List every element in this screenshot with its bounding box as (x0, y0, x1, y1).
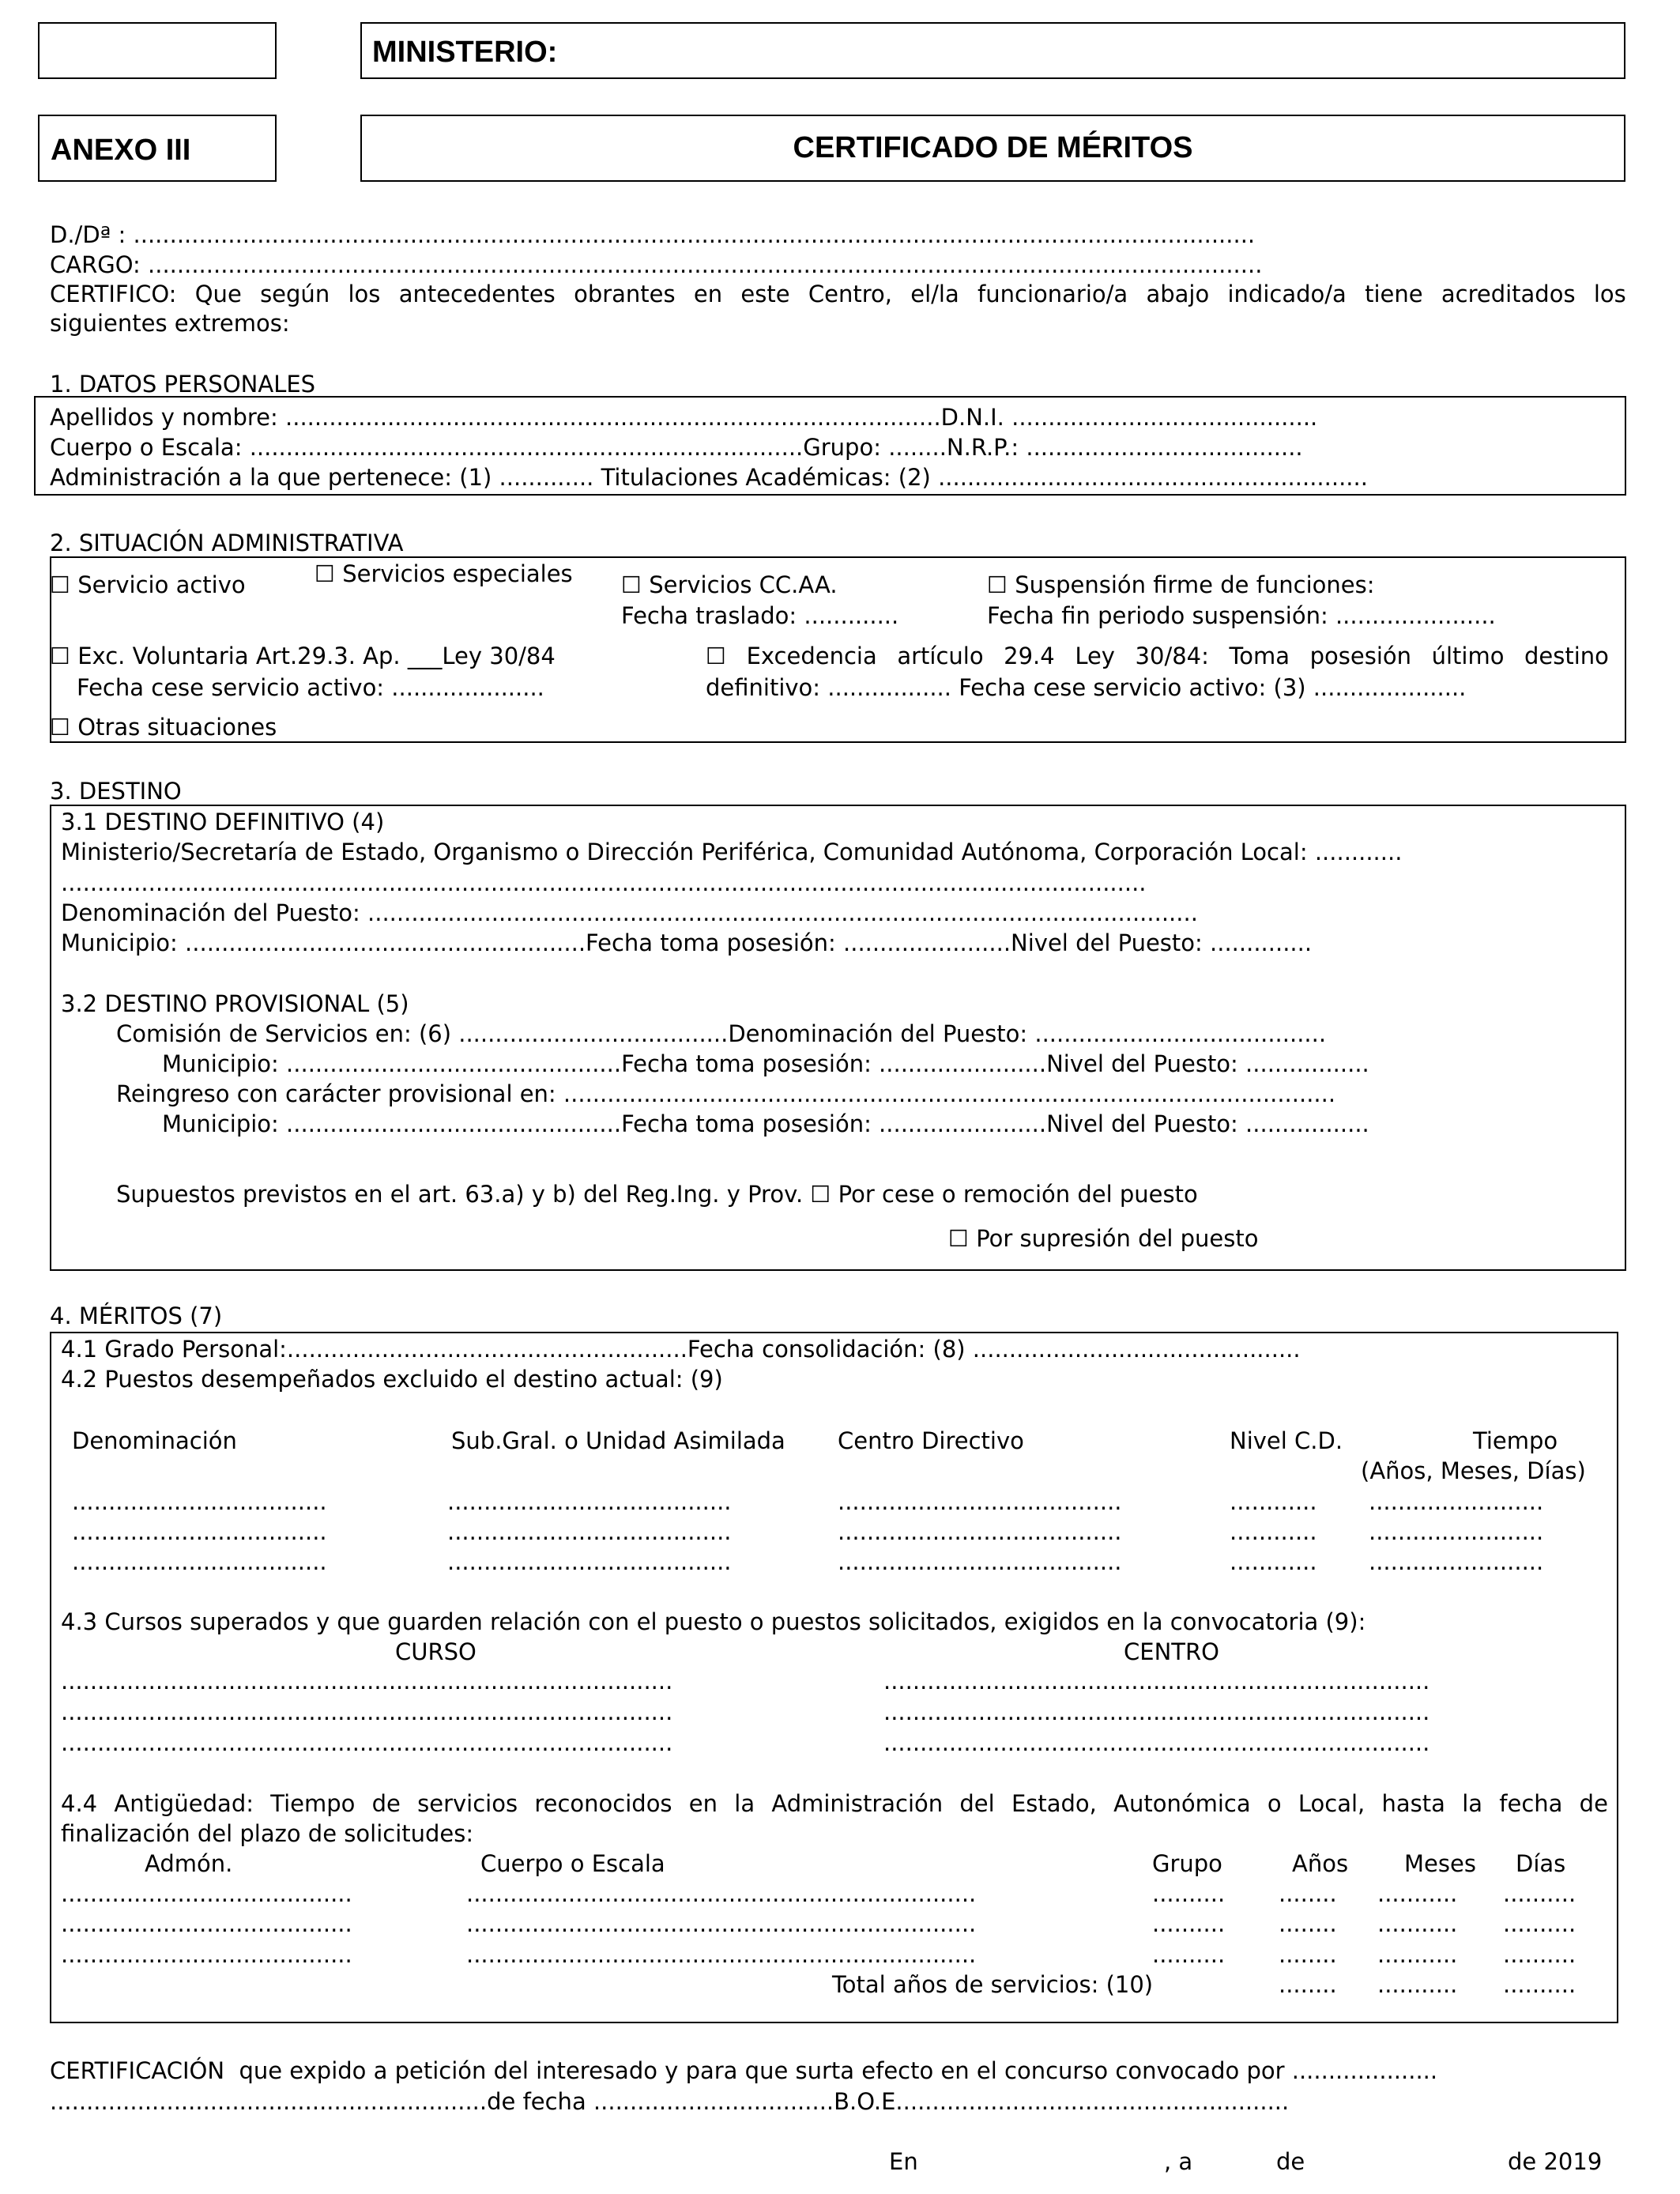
puestos-cell-denominacion: ................................... (72, 1518, 327, 1545)
justified-word: funcionario/a (977, 281, 1128, 307)
cursos-cell-centro: ........................................................................... (883, 1698, 1430, 1725)
cursos-cell-curso: .................................................................................... (61, 1698, 673, 1725)
checkbox-suspension[interactable]: ☐ Suspensión firme de funciones: (987, 571, 1375, 598)
justified-word: acreditados (1441, 281, 1576, 307)
puestos-cell-subgral: ....................................... (447, 1518, 732, 1545)
excedencia-fecha-line: definitivo: ................. Fecha cese servicio activo: (3) ..................... (706, 674, 1467, 701)
justified-word: este (740, 281, 790, 307)
certificacion-line2: ............................................................de fecha .................................B.O.E...................................................... (50, 2088, 1290, 2115)
justified-word: Antigüedad: (114, 1790, 254, 1817)
justified-word: del (959, 1790, 995, 1817)
justified-word: Toma (1229, 643, 1290, 669)
antig-cell-anos: ........ (1279, 1910, 1337, 1937)
antig-cell-cuerpo: ...................................................................... (466, 1910, 977, 1937)
datos-cuerpo-line: Cuerpo o Escala: ............................................................................Grupo: ........N.R.P.: ...................................... (50, 434, 1303, 461)
justified-word: Tiempo (270, 1790, 356, 1817)
justified-word: Estado, (1011, 1790, 1097, 1817)
justified-word: según (260, 281, 330, 307)
puestos-cell-centro: ....................................... (838, 1548, 1122, 1575)
justified-word: posesión (1309, 643, 1411, 669)
justified-word: abajo (1146, 281, 1210, 307)
checkbox-excedencia-29-4[interactable] (706, 645, 1609, 668)
puestos-header-subgral: Sub.Gral. o Unidad Asimilada (451, 1427, 785, 1454)
destino-provisional-reingreso: Reingreso con carácter provisional en: .......................................................................................................... (116, 1080, 1336, 1107)
checkbox-servicio-activo[interactable]: ☐ Servicio activo (50, 571, 246, 598)
intro-cargo-field: CARGO: ......................................................................................................................................................... (50, 251, 1263, 278)
puestos-header-nivel: Nivel C.D. (1230, 1427, 1343, 1454)
page-title: CERTIFICADO DE MÉRITOS (793, 131, 1193, 164)
cursos-header-centro: CENTRO (1124, 1638, 1219, 1665)
antig-header-admon: Admón. (145, 1850, 233, 1877)
antig-cell-cuerpo: ...................................................................... (466, 1880, 977, 1907)
section-4-title: 4. MÉRITOS (7) (50, 1302, 223, 1329)
antig-cell-dias: .......... (1503, 1880, 1576, 1907)
destino-provisional-municipio-1: Municipio: ..............................................Fecha toma posesión: .......................Nivel del Puesto: ................. (162, 1050, 1369, 1077)
justified-word: reconocidos (534, 1790, 672, 1817)
puestos-cell-nivel: ............ (1230, 1488, 1317, 1515)
justified-word: artículo (897, 643, 984, 669)
suspension-fecha: Fecha fin periodo suspensión: ...................... (987, 602, 1496, 629)
cursos-cell-centro: ........................................................................... (883, 1729, 1430, 1756)
total-servicios-anos: ........ (1279, 1971, 1337, 1998)
justified-word: Ley (1075, 643, 1115, 669)
antig-header-anos: Años (1292, 1850, 1349, 1877)
ministerio-label: MINISTERIO: (372, 36, 558, 69)
checkbox-servicios-especiales[interactable]: ☐ Servicios especiales (315, 560, 573, 587)
puestos-cell-centro: ....................................... (838, 1518, 1122, 1545)
antig-cell-grupo: .......... (1152, 1880, 1226, 1907)
checkbox-exc-voluntaria[interactable]: ☐ Exc. Voluntaria Art.29.3. Ap. ___Ley 30/84 (50, 643, 556, 669)
certificacion-line1: CERTIFICACIÓN que expido a petición del interesado y para que surta efecto en el concurso convocado por .................... (50, 2057, 1438, 2084)
justified-word: en (693, 281, 723, 307)
puestos-cell-subgral: ....................................... (447, 1548, 732, 1575)
antig-cell-grupo: .......... (1152, 1941, 1226, 1968)
puestos-cell-denominacion: ................................... (72, 1548, 327, 1575)
justified-word: 29.4 (1004, 643, 1055, 669)
puestos-header-tiempo: Tiempo (1473, 1427, 1558, 1454)
puestos-cell-nivel: ............ (1230, 1548, 1317, 1575)
antig-cell-admon: ........................................ (61, 1941, 352, 1968)
justified-word: fecha (1499, 1790, 1563, 1817)
antig-cell-meses: ........... (1377, 1941, 1458, 1968)
justified-word: servicios (417, 1790, 518, 1817)
total-servicios-meses: ........... (1377, 1971, 1458, 1998)
title-box (360, 115, 1625, 182)
antig-header-dias: Días (1516, 1850, 1566, 1877)
antig-cell-admon: ........................................ (61, 1880, 352, 1907)
cursos-header-curso: CURSO (395, 1638, 477, 1665)
checkbox-otras-situaciones[interactable]: ☐ Otras situaciones (50, 714, 277, 741)
puestos-cell-subgral: ....................................... (447, 1488, 732, 1515)
ministerio-box (360, 22, 1625, 79)
puestos-cell-tiempo: ........................ (1369, 1518, 1544, 1545)
cursos-cell-curso: .................................................................................... (61, 1729, 673, 1756)
justified-word: la (1462, 1790, 1483, 1817)
justified-word: Que (194, 281, 242, 307)
antig-cell-grupo: .......... (1152, 1910, 1226, 1937)
destino-provisional-comision: Comisión de Servicios en: (6) .....................................Denominación del Puesto: ........................................ (116, 1020, 1327, 1047)
section-1-title: 1. DATOS PERSONALES (50, 371, 316, 398)
destino-definitivo-municipio: Municipio: .......................................................Fecha toma posesión: .......................Nivel del Puesto: .............. (61, 929, 1313, 956)
antig-cell-cuerpo: ...................................................................... (466, 1941, 977, 1968)
exc-voluntaria-fecha: Fecha cese servicio activo: ..................... (77, 674, 544, 701)
justified-word: último (1431, 643, 1505, 669)
justified-word: Excedencia (746, 643, 877, 669)
puestos-title: 4.2 Puestos desempeñados excluido el destino actual: (9) (61, 1366, 723, 1393)
justified-word: indicado/a (1227, 281, 1347, 307)
justified-word: Local, (1298, 1790, 1365, 1817)
datos-administracion-line: Administración a la que pertenece: (1) ............. Titulaciones Académicas: (2) ........................................................... (50, 464, 1368, 491)
puestos-cell-centro: ....................................... (838, 1488, 1122, 1515)
datos-apellidos-line: Apellidos y nombre: ..........................................................................................D.N.I. .......................................... (50, 404, 1318, 431)
antig-header-cuerpo: Cuerpo o Escala (480, 1850, 665, 1877)
checkbox-servicios-ccaa[interactable]: ☐ Servicios CC.AA. (621, 571, 838, 598)
antig-header-meses: Meses (1404, 1850, 1476, 1877)
intro-certifico-line1 (50, 283, 1626, 306)
antiguedad-line1 (61, 1790, 1608, 1817)
justified-word: tiene (1365, 281, 1423, 307)
place-date-en: En (889, 2148, 918, 2175)
checkbox-supresion-puesto[interactable]: ☐ Por supresión del puesto (948, 1225, 1259, 1252)
justified-word: Autonómica (1113, 1790, 1251, 1817)
justified-word: o (1267, 1790, 1282, 1817)
cursos-cell-centro: ........................................................................... (883, 1668, 1430, 1695)
header-blank-box (38, 22, 277, 79)
destino-provisional-municipio-2: Municipio: ..............................................Fecha toma posesión: .......................Nivel del Puesto: ................. (162, 1110, 1369, 1137)
grado-personal-line: 4.1 Grado Personal:.......................................................Fecha consolidación: (8) ............................................. (61, 1336, 1301, 1363)
antig-cell-dias: .......... (1503, 1910, 1576, 1937)
anexo-label: ANEXO III (51, 134, 191, 167)
justified-word: destino (1524, 643, 1609, 669)
justified-word: de (1579, 1790, 1608, 1817)
destino-definitivo-title: 3.1 DESTINO DEFINITIVO (4) (61, 809, 385, 835)
anexo-box (38, 115, 277, 182)
justified-word: los (348, 281, 381, 307)
place-date-de: de (1276, 2148, 1305, 2175)
section-2-title: 2. SITUACIÓN ADMINISTRATIVA (50, 530, 404, 556)
place-date-year: de 2019 (1508, 2148, 1603, 2175)
justified-word: de (371, 1790, 401, 1817)
total-servicios-label: Total años de servicios: (10) (832, 1971, 1154, 1998)
justified-word: obrantes (574, 281, 676, 307)
justified-word: 30/84: (1135, 643, 1209, 669)
justified-word: los (1593, 281, 1626, 307)
justified-word: 4.4 (61, 1790, 98, 1817)
supuestos-cese-remocion[interactable]: Supuestos previstos en el art. 63.a) y b) del Reg.Ing. y Prov. ☐ Por cese o remoción del puesto (116, 1181, 1198, 1208)
justified-word: ☐ (706, 643, 726, 669)
total-servicios-dias: .......... (1503, 1971, 1576, 1998)
antig-cell-anos: ........ (1279, 1880, 1337, 1907)
justified-word: el/la (910, 281, 959, 307)
destino-definitivo-dots: ..................................................................................................................................................... (61, 869, 1147, 896)
intro-certifico-line2: siguientes extremos: (50, 310, 290, 337)
justified-word: Administración (771, 1790, 944, 1817)
puestos-cell-tiempo: ........................ (1369, 1488, 1544, 1515)
justified-word: antecedentes (398, 281, 556, 307)
cursos-title: 4.3 Cursos superados y que guarden relación con el puesto o puestos solicitados, exigidos en la convocatoria (9): (61, 1608, 1366, 1635)
puestos-cell-tiempo: ........................ (1369, 1548, 1544, 1575)
justified-word: la (734, 1790, 755, 1817)
intro-d-field: D./Dª : .......................................................................................................................................................... (50, 221, 1256, 248)
ccaa-fecha-traslado: Fecha traslado: ............. (621, 602, 899, 629)
justified-word: Centro, (808, 281, 892, 307)
antig-cell-dias: .......... (1503, 1941, 1576, 1968)
destino-definitivo-ministerio: Ministerio/Secretaría de Estado, Organismo o Dirección Periférica, Comunidad Autónoma, Corporación Local: ............ (61, 839, 1403, 865)
destino-definitivo-denominacion: Denominación del Puesto: .................................................................................................................. (61, 899, 1198, 926)
justified-word: hasta (1381, 1790, 1445, 1817)
cursos-cell-curso: .................................................................................... (61, 1668, 673, 1695)
justified-word: CERTIFICO: (50, 281, 177, 307)
puestos-header-tiempo-sub: (Años, Meses, Días) (1361, 1457, 1586, 1484)
destino-provisional-title: 3.2 DESTINO PROVISIONAL (5) (61, 990, 409, 1017)
justified-word: en (688, 1790, 718, 1817)
antig-cell-meses: ........... (1377, 1910, 1458, 1937)
place-date-a: , a (1164, 2148, 1193, 2175)
puestos-header-denominacion: Denominación (72, 1427, 237, 1454)
antig-header-grupo: Grupo (1152, 1850, 1222, 1877)
antig-cell-admon: ........................................ (61, 1910, 352, 1937)
antig-cell-meses: ........... (1377, 1880, 1458, 1907)
puestos-header-centro: Centro Directivo (838, 1427, 1024, 1454)
puestos-cell-denominacion: ................................... (72, 1488, 327, 1515)
antiguedad-line2: finalización del plazo de solicitudes: (61, 1820, 474, 1847)
antig-cell-anos: ........ (1279, 1941, 1337, 1968)
puestos-cell-nivel: ............ (1230, 1518, 1317, 1545)
section-3-title: 3. DESTINO (50, 778, 182, 805)
